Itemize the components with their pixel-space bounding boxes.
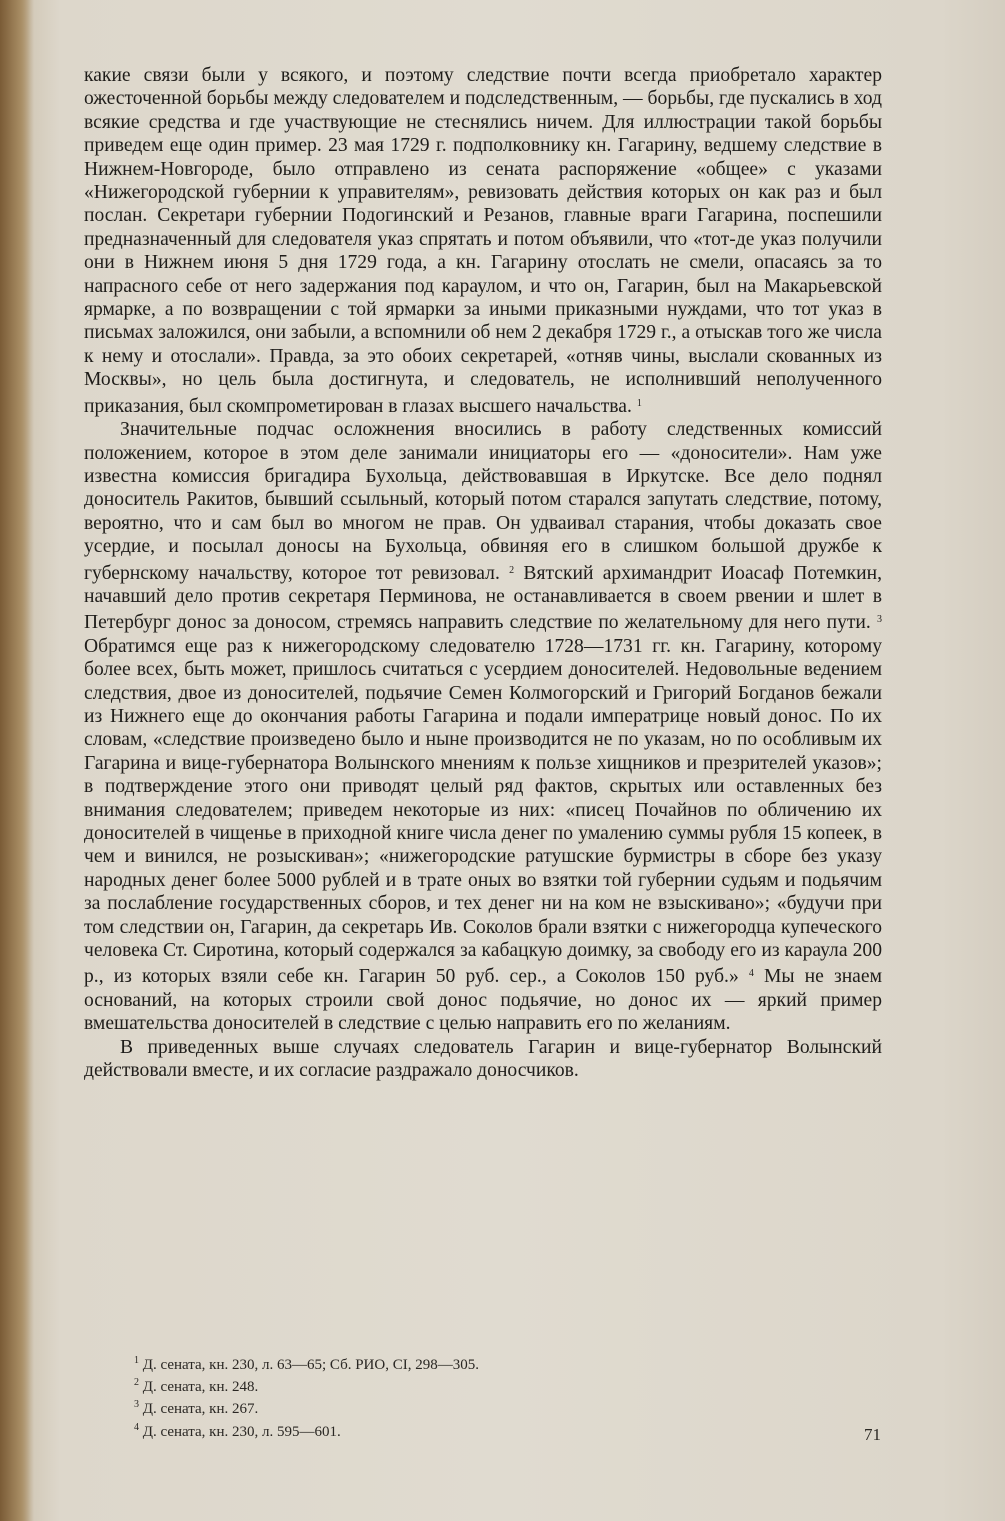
footnote-2 [134,1374,694,1396]
footnote-mark-4: 4 [134,1421,139,1433]
footnotes [134,1352,694,1441]
paragraph-2-text-a: Значительные подчас осложнения вносились в работу следственных комиссий положением, которое в этом деле занимали инициаторы его — «доносители». Нам уже известна комиссия бригадира Бухольца, действовавшая в Иркутске. Все дело поднял доноситель Ракитов, бывший ссыльный, который потом старался запутать следствие, потому, вероятно, что и сам был во многом не прав. Он удваивал старания, чтобы доказать свое усердие, и посылал доносы на Бухольца, обвиняя его в слишком большой дружбе к губернскому начальству, которое тот ревизовал. [84,419,882,584]
footnote-text-4: Д. сената, кн. 230, л. 595—601. [142,1423,341,1440]
main-text [84,64,882,1082]
paragraph-2-text-b: Вятский архимандрит Иоасаф Потемкин, начавший дело против секретаря Перминова, не останавливается в своем рвении и шлет в Петербург донос за доносом, стремясь направить следствие по желательному для него пути. [84,562,882,634]
footnote-ref-4: 4 [748,968,754,980]
footnote-mark-3: 3 [134,1399,139,1411]
page-number: 71 [864,1425,881,1444]
paragraph-2 [84,418,882,1036]
footnote-3 [134,1396,694,1418]
paragraph-3 [84,1036,882,1083]
footnote-ref-2: 2 [509,564,515,576]
footnote-1 [134,1352,694,1374]
paragraph-1 [84,64,882,418]
footnote-text-3: Д. сената, кн. 267. [142,1401,259,1418]
paragraph-1-text: какие связи были у всякого, и поэтому следствие почти всегда приобретало характер ожесточенной борьбы между следователем и подследственным, — борьбы, где пускались в ход всякие средства и где участвующие не стеснялись ничем. Для иллюстрации такой борьбы приведем еще один пример. 23 мая 1729 г. подполковнику кн. Гагарину, ведшему следствие в Нижнем-Новгороде, было отправлено из сената распоряжение «общее» с указами «Нижегородской губернии к управителям», ревизовать действия которых он как раз и был послан. Секретари губернии Подогинский и Резанов, главные враги Гагарина, поспешили предназначенный для следователя указ спрятать и потом объявили, что «тот-де указ получили они в Нижнем июня 5 дня 1729 года, а кн. Гагарину отослать не смели, опасаясь за то напрасного себе от него задержания под караулом, и что он, Гагарин, был на Макарьевской ярмарке, а по возвращении с той ярмарки за иными приказными нуждами, что тот указ в письмах заложился, они забыли, а вспомнили об нем 2 декабря 1729 г., а отыскав того же числа к нему и отослали». Правда, за это обоих секретарей, «отняв чины, выслали скованных из Москвы», но цель была достигнута, и следователь, не исполнивший неполученного приказания, был скомпрометирован в глазах высшего начальства. [84,65,882,417]
footnote-ref-1: 1 [636,397,642,409]
book-spine-shadow [0,0,34,1521]
footnote-text-1: Д. сената, кн. 230, л. 63—65; Сб. РИО, CI, 298—305. [142,1357,479,1373]
footnote-mark-2: 2 [134,1377,139,1389]
footnote-mark-1: 1 [134,1355,139,1366]
footnote-4 [134,1419,694,1441]
paragraph-2-text-c: Обратимся еще раз к нижегородскому следователю 1728—1731 гг. кн. Гагарину, которому более всех, быть может, пришлось считаться с усердием доносителей. Недовольные ведением следствия, двое из доносителей, подьячие Семен Колмогорский и Григорий Богданов бежали из Нижнего еще до окончания работы Гагарина и подали императрице новый донос. По их словам, «следствие произведено было и ныне производится не по указам, но по особливым их Гагарина и вице-губернатора Волынского мнениям к пользе хищников и презрителей указов»; в подтверждение этого они приводят целый ряд фактов, скрытых или оставленных без внимания следователем; приведем некоторые из них: «писец Почайнов по обличению их доносителей в чищенье в приходной книге числа денег по умалению суммы рубля 15 копеек, в чем и винился, не розыскиван»; «нижегородские ратушские бурмистры в сборе без указу народных денег более 5000 рублей и в трате оных во взятки той губернии судьям и подьячим за послабление государственных сборов, и тех денег ни на ком не взыскивано»; «будучи при том следствии он, Гагарин, да секретарь Ив. Соколов брали взятки с нижегородца купеческого человека Ст. Сиротина, который содержался за кабацкую доимку, за свободу его из караула 200 р., из которых взяли себе кн. Гагарин 50 руб. сер., а Соколов 150 руб.» [84,635,882,988]
paragraph-3-text: В приведенных выше случаях следователь Гагарин и вице-губернатор Волынский действовали вместе, и их согласие раздражало доносчиков. [84,1036,882,1082]
paragraph-2-text-d: Мы не знаем оснований, на которых строили свой донос подьячие, но донос их — яркий пример вмешательства доносителей в следствие с целью направить его по желаниям. [84,966,882,1035]
footnote-text-2: Д. сената, кн. 248. [142,1379,259,1396]
footnote-ref-3: 3 [876,614,882,626]
